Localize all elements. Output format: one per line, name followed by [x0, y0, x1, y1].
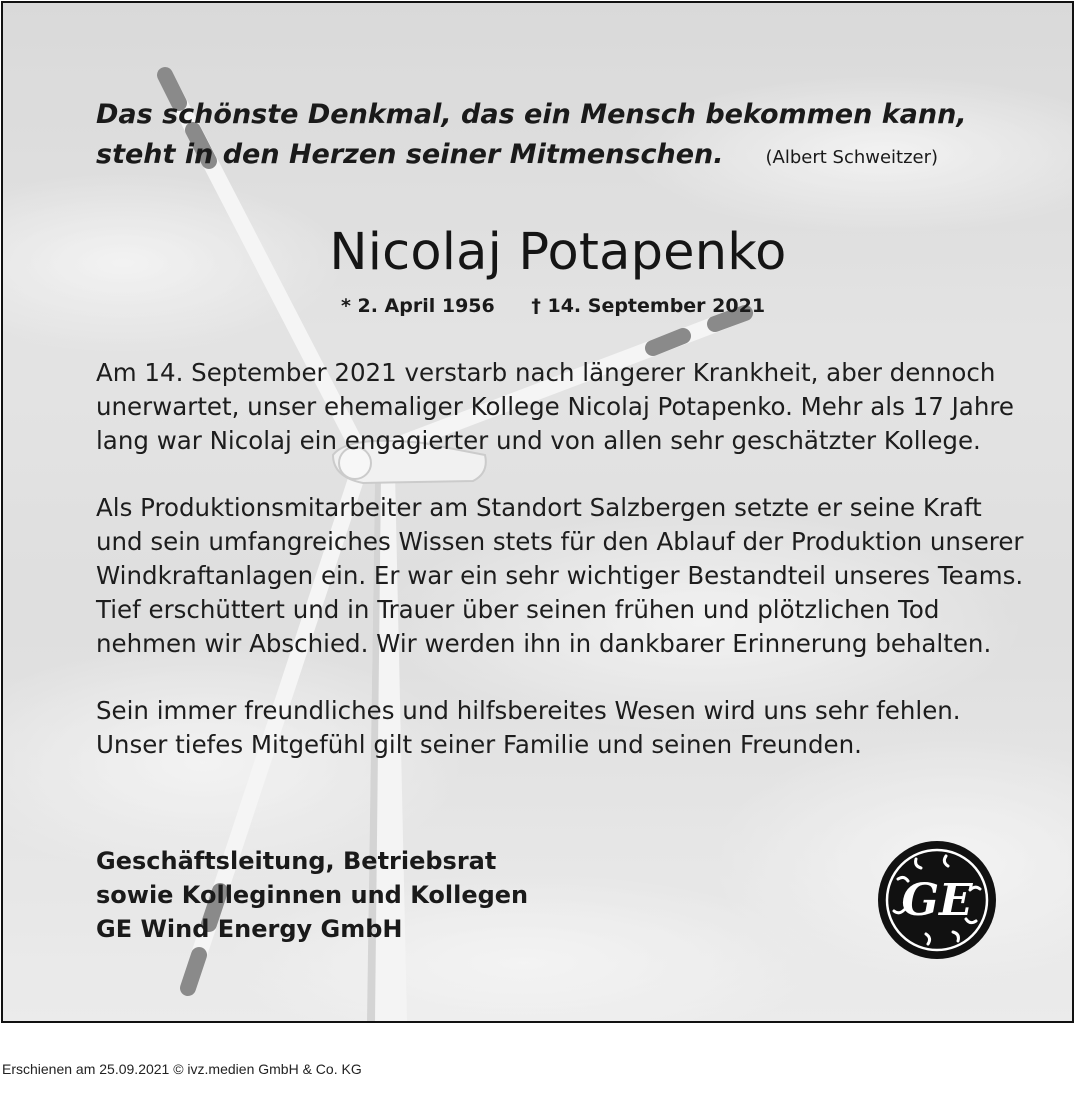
- paragraph: [96, 491, 1036, 661]
- text-line: Sein immer freundliches und hilfsbereites Wesen wird uns sehr fehlen.: [96, 696, 961, 725]
- logo-text: GE: [901, 875, 973, 926]
- quote-author: (Albert Schweitzer): [765, 147, 939, 168]
- signature: [96, 844, 528, 946]
- paragraph: [96, 694, 1036, 762]
- text-line: Unser tiefes Mitgefühl gilt seiner Familie und seinen Freunden.: [96, 730, 862, 759]
- ge-monogram-icon: [876, 839, 998, 961]
- obituary-notice: [1, 1, 1074, 1023]
- signature-line: sowie Kolleginnen und Kollegen: [96, 881, 529, 909]
- quote-line-1: Das schönste Denkmal, das ein Mensch bekommen kann,: [96, 99, 967, 130]
- text-line: Am 14. September 2021 verstarb nach längerer Krankheit, aber dennoch: [96, 358, 996, 387]
- quote-line-2: steht in den Herzen seiner Mitmenschen. (Albert Schweitzer): [96, 139, 939, 170]
- text-line: Als Produktionsmitarbeiter am Standort Salzbergen setzte er seine Kraft: [96, 493, 982, 522]
- signature-line: GE Wind Energy GmbH: [96, 915, 403, 943]
- life-dates: [3, 295, 1074, 317]
- quote: [96, 95, 976, 178]
- text-line: Windkraftanlagen ein. Er war ein sehr wichtiger Bestandteil unseres Teams.: [96, 561, 1024, 590]
- text-line: lang war Nicolaj ein engagierter und von allen sehr geschätzter Kollege.: [96, 426, 981, 455]
- text-line: Tief erschüttert und in Trauer über seinen frühen und plötzlichen Tod: [96, 595, 940, 624]
- paragraph: [96, 356, 1036, 458]
- birth-date: * 2. April 1956: [340, 295, 495, 317]
- death-date: † 14. September 2021: [531, 295, 766, 317]
- deceased-name: Nicolaj Potapenko: [329, 223, 787, 282]
- signature-line: Geschäftsleitung, Betriebsrat: [96, 847, 497, 875]
- publication-footer: Erschienen am 25.09.2021 © ivz.medien GmbH & Co. KG: [2, 1061, 362, 1077]
- obituary-text: [96, 356, 1036, 795]
- text-line: nehmen wir Abschied. Wir werden ihn in dankbarer Erinnerung behalten.: [96, 629, 992, 658]
- text-line: und sein umfangreiches Wissen stets für den Ablauf der Produktion unserer: [96, 527, 1024, 556]
- text-line: unerwartet, unser ehemaliger Kollege Nicolaj Potapenko. Mehr als 17 Jahre: [96, 392, 1014, 421]
